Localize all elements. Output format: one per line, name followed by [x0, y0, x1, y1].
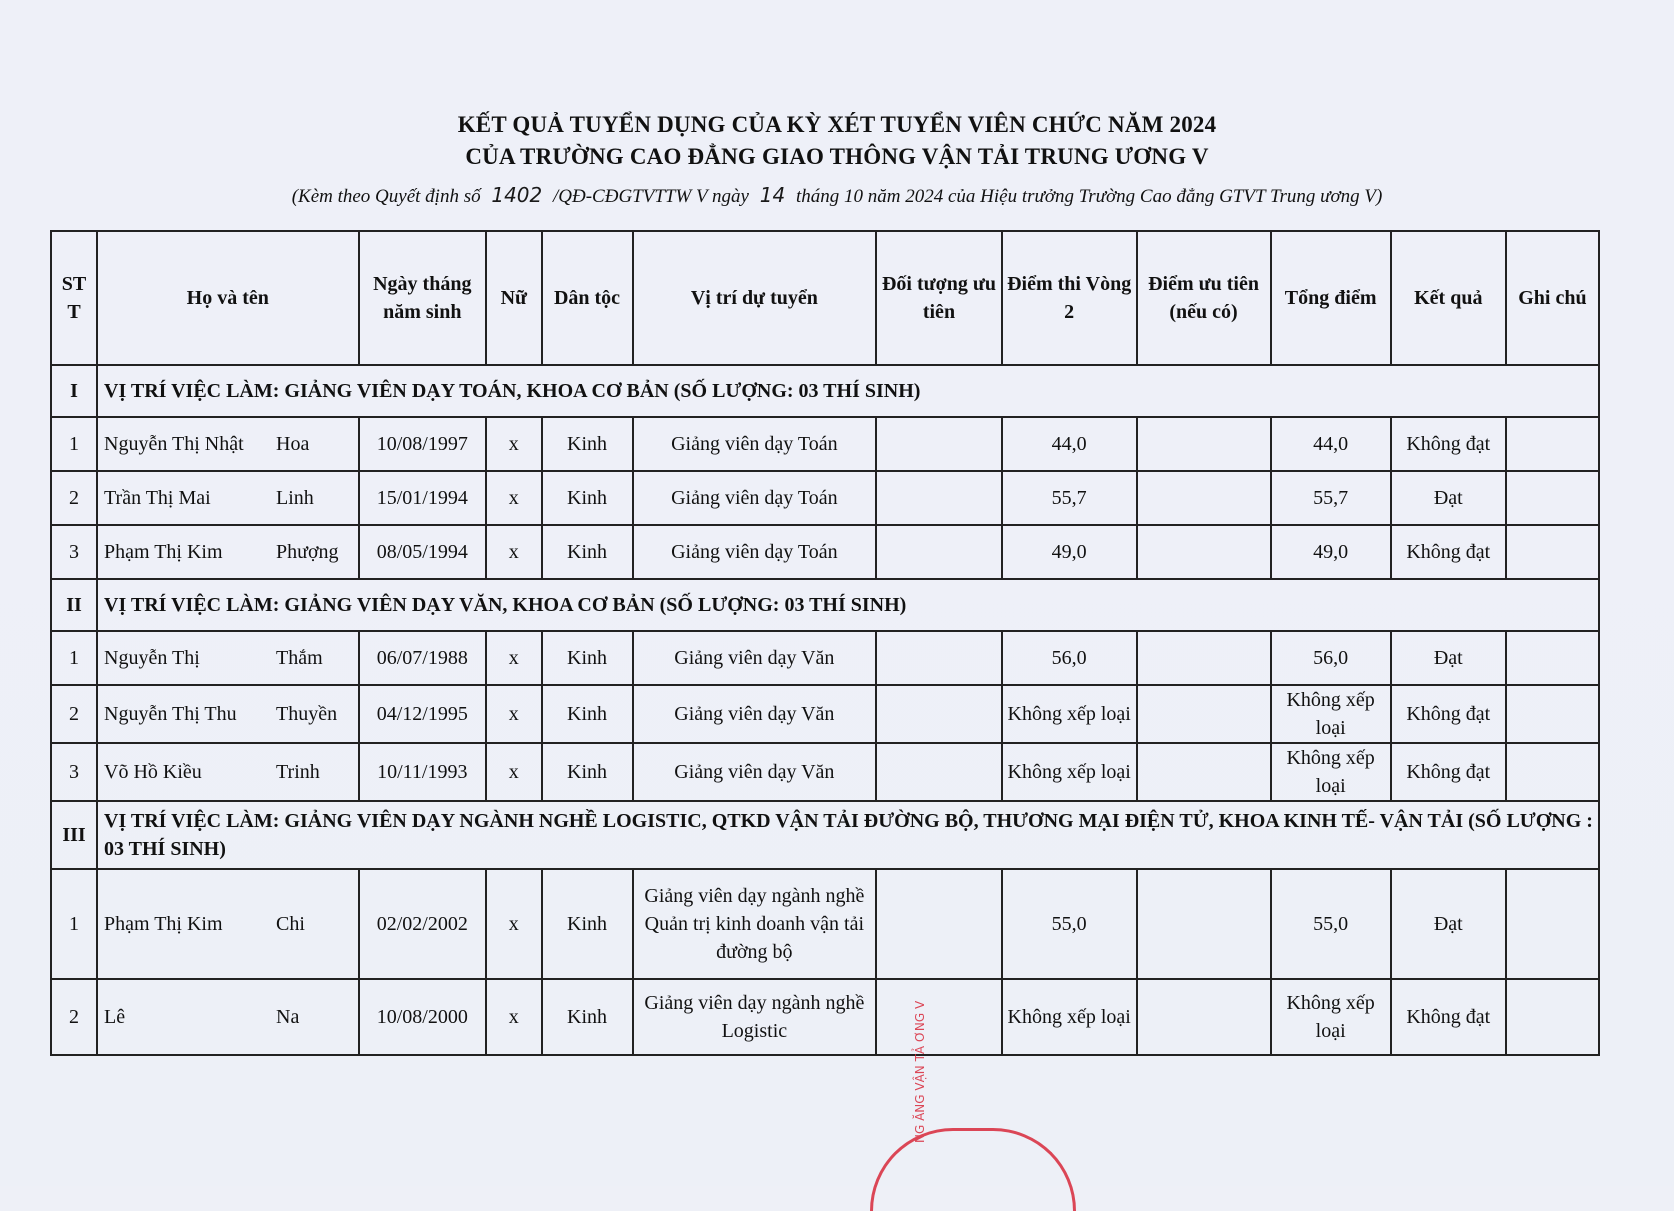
cell-priority	[876, 685, 1002, 743]
document-title-line1: KẾT QUẢ TUYỂN DỤNG CỦA KỲ XÉT TUYỂN VIÊN CHỨC NĂM 2024	[457, 112, 1217, 137]
cell-total: 44,0	[1271, 417, 1391, 471]
cell-dob: 02/02/2002	[359, 869, 487, 979]
cell-name	[97, 525, 358, 579]
subtitle-post: tháng 10 năm 2024 của Hiệu trưởng Trường Cao đẳng GTVT Trung ương V)	[795, 186, 1383, 207]
cell-bonus	[1137, 471, 1271, 525]
cell-total: 49,0	[1271, 525, 1391, 579]
cell-bonus	[1137, 631, 1271, 685]
cell-result: Không đạt	[1391, 979, 1506, 1055]
cell-stt: 1	[51, 417, 97, 471]
table-row	[51, 631, 1599, 685]
cell-surname: Võ Hồ Kiều	[104, 761, 202, 783]
cell-ethnicity: Kinh	[542, 525, 633, 579]
table-row	[51, 743, 1599, 801]
cell-total: 55,0	[1271, 869, 1391, 979]
cell-note	[1506, 525, 1599, 579]
cell-total: Không xếp loại	[1271, 979, 1391, 1055]
cell-name	[97, 417, 358, 471]
cell-score: 55,7	[1002, 471, 1137, 525]
cell-female: x	[486, 869, 541, 979]
cell-position: Giảng viên dạy Văn	[633, 685, 877, 743]
header-score2: Điểm thi Vòng 2	[1002, 231, 1137, 365]
cell-surname: Nguyễn Thị Thu	[104, 703, 237, 725]
cell-result: Đạt	[1391, 471, 1506, 525]
cell-female: x	[486, 979, 541, 1055]
header-note: Ghi chú	[1506, 231, 1599, 365]
cell-name	[97, 631, 358, 685]
header-female: Nữ	[486, 231, 541, 365]
cell-note	[1506, 685, 1599, 743]
cell-score: Không xếp loại	[1002, 979, 1137, 1055]
cell-given-name: Thắm	[276, 647, 323, 669]
header-result: Kết quả	[1391, 231, 1506, 365]
subtitle-mid: /QĐ-CĐGTVTTW V ngày	[553, 186, 749, 207]
cell-priority	[876, 743, 1002, 801]
cell-result: Không đạt	[1391, 417, 1506, 471]
cell-female: x	[486, 743, 541, 801]
cell-score: 55,0	[1002, 869, 1137, 979]
cell-given-name: Linh	[276, 487, 314, 509]
table-header-row	[51, 231, 1599, 365]
cell-score: Không xếp loại	[1002, 743, 1137, 801]
cell-bonus	[1137, 417, 1271, 471]
cell-ethnicity: Kinh	[542, 417, 633, 471]
header-bonus: Điểm ưu tiên (nếu có)	[1137, 231, 1271, 365]
cell-ethnicity: Kinh	[542, 979, 633, 1055]
cell-stt: 1	[51, 869, 97, 979]
cell-bonus	[1137, 743, 1271, 801]
cell-dob: 08/05/1994	[359, 525, 487, 579]
section-number: I	[51, 365, 97, 417]
cell-bonus	[1137, 685, 1271, 743]
cell-given-name: Hoa	[276, 433, 310, 455]
cell-ethnicity: Kinh	[542, 685, 633, 743]
subtitle-pre: (Kèm theo Quyết định số	[291, 186, 481, 207]
cell-stt: 3	[51, 525, 97, 579]
cell-position: Giảng viên dạy Văn	[633, 743, 877, 801]
cell-dob: 04/12/1995	[359, 685, 487, 743]
header-dob: Ngày tháng năm sinh	[359, 231, 487, 365]
cell-score: Không xếp loại	[1002, 685, 1137, 743]
cell-bonus	[1137, 525, 1271, 579]
cell-result: Không đạt	[1391, 685, 1506, 743]
table-row	[51, 471, 1599, 525]
cell-note	[1506, 471, 1599, 525]
table-row	[51, 417, 1599, 471]
cell-female: x	[486, 631, 541, 685]
cell-note	[1506, 979, 1599, 1055]
cell-dob: 10/08/2000	[359, 979, 487, 1055]
cell-dob: 15/01/1994	[359, 471, 487, 525]
cell-given-name: Na	[276, 1006, 300, 1028]
cell-stt: 1	[51, 631, 97, 685]
cell-female: x	[486, 685, 541, 743]
cell-name	[97, 743, 358, 801]
cell-female: x	[486, 525, 541, 579]
document-title-line2: CỦA TRƯỜNG CAO ĐẲNG GIAO THÔNG VẬN TẢI TRUNG ƯƠNG V	[465, 144, 1209, 169]
cell-position: Giảng viên dạy Văn	[633, 631, 877, 685]
cell-surname: Nguyễn Thị Nhật	[104, 433, 244, 455]
cell-stt: 2	[51, 471, 97, 525]
cell-result: Không đạt	[1391, 743, 1506, 801]
header-name: Họ và tên	[97, 231, 358, 365]
cell-surname: Phạm Thị Kim	[104, 541, 223, 563]
cell-priority	[876, 631, 1002, 685]
cell-position: Giảng viên dạy Toán	[633, 525, 877, 579]
cell-name	[97, 869, 358, 979]
cell-priority	[876, 417, 1002, 471]
cell-dob: 06/07/1988	[359, 631, 487, 685]
cell-total: Không xếp loại	[1271, 743, 1391, 801]
cell-note	[1506, 417, 1599, 471]
cell-result: Đạt	[1391, 869, 1506, 979]
section-title: VỊ TRÍ VIỆC LÀM: GIẢNG VIÊN DẠY NGÀNH NGHỀ LOGISTIC, QTKD VẬN TẢI ĐƯỜNG BỘ, THƯƠNG MẠI ĐIỆN TỬ, KHOA KINH TẾ- VẬN TẢI (SỐ LƯỢNG : 03 THÍ SINH)	[97, 801, 1599, 869]
cell-score: 56,0	[1002, 631, 1137, 685]
cell-note	[1506, 869, 1599, 979]
cell-total: 56,0	[1271, 631, 1391, 685]
handwritten-day: 14	[759, 183, 786, 207]
cell-name	[97, 979, 358, 1055]
cell-given-name: Thuyền	[276, 703, 338, 725]
document-subtitle	[0, 183, 1674, 208]
section-number: II	[51, 579, 97, 631]
cell-surname: Lê	[104, 1006, 126, 1028]
cell-given-name: Chi	[276, 913, 305, 935]
cell-position: Giảng viên dạy Toán	[633, 417, 877, 471]
cell-surname: Trần Thị Mai	[104, 487, 211, 509]
section-row	[51, 365, 1599, 417]
header-position: Vị trí dự tuyển	[633, 231, 877, 365]
section-row	[51, 579, 1599, 631]
section-title: VỊ TRÍ VIỆC LÀM: GIẢNG VIÊN DẠY VĂN, KHOA CƠ BẢN (SỐ LƯỢNG: 03 THÍ SINH)	[97, 579, 1599, 631]
cell-priority	[876, 869, 1002, 979]
cell-note	[1506, 743, 1599, 801]
cell-result: Đạt	[1391, 631, 1506, 685]
cell-position: Giảng viên dạy ngành nghề Logistic	[633, 979, 877, 1055]
cell-total: 55,7	[1271, 471, 1391, 525]
cell-stt: 2	[51, 685, 97, 743]
table-row	[51, 525, 1599, 579]
stamp-text: NG ĂNG VẬN TẢ ƠNG V	[913, 1000, 927, 1143]
results-table	[50, 230, 1600, 1056]
cell-dob: 10/08/1997	[359, 417, 487, 471]
table-row	[51, 979, 1599, 1055]
cell-result: Không đạt	[1391, 525, 1506, 579]
table-row	[51, 869, 1599, 979]
header-ethnicity: Dân tộc	[542, 231, 633, 365]
cell-position: Giảng viên dạy Toán	[633, 471, 877, 525]
cell-ethnicity: Kinh	[542, 869, 633, 979]
cell-dob: 10/11/1993	[359, 743, 487, 801]
section-number: III	[51, 801, 97, 869]
header-stt: ST T	[51, 231, 97, 365]
cell-priority	[876, 471, 1002, 525]
cell-surname: Phạm Thị Kim	[104, 913, 223, 935]
cell-female: x	[486, 471, 541, 525]
cell-priority	[876, 525, 1002, 579]
handwritten-decision-number: 1402	[491, 183, 543, 207]
cell-score: 44,0	[1002, 417, 1137, 471]
cell-bonus	[1137, 979, 1271, 1055]
cell-name	[97, 471, 358, 525]
cell-ethnicity: Kinh	[542, 743, 633, 801]
cell-given-name: Phượng	[276, 541, 339, 563]
cell-stt: 2	[51, 979, 97, 1055]
section-title: VỊ TRÍ VIỆC LÀM: GIẢNG VIÊN DẠY TOÁN, KHOA CƠ BẢN (SỐ LƯỢNG: 03 THÍ SINH)	[97, 365, 1599, 417]
cell-note	[1506, 631, 1599, 685]
header-total: Tổng điểm	[1271, 231, 1391, 365]
cell-female: x	[486, 417, 541, 471]
cell-score: 49,0	[1002, 525, 1137, 579]
section-row	[51, 801, 1599, 869]
cell-stt: 3	[51, 743, 97, 801]
cell-ethnicity: Kinh	[542, 471, 633, 525]
cell-position: Giảng viên dạy ngành nghề Quản trị kinh doanh vận tải đường bộ	[633, 869, 877, 979]
cell-surname: Nguyễn Thị	[104, 647, 200, 669]
table-row	[51, 685, 1599, 743]
header-priority: Đối tượng ưu tiên	[876, 231, 1002, 365]
cell-given-name: Trinh	[276, 761, 320, 783]
cell-ethnicity: Kinh	[542, 631, 633, 685]
cell-name	[97, 685, 358, 743]
cell-total: Không xếp loại	[1271, 685, 1391, 743]
cell-bonus	[1137, 869, 1271, 979]
cell-priority	[876, 979, 1002, 1055]
